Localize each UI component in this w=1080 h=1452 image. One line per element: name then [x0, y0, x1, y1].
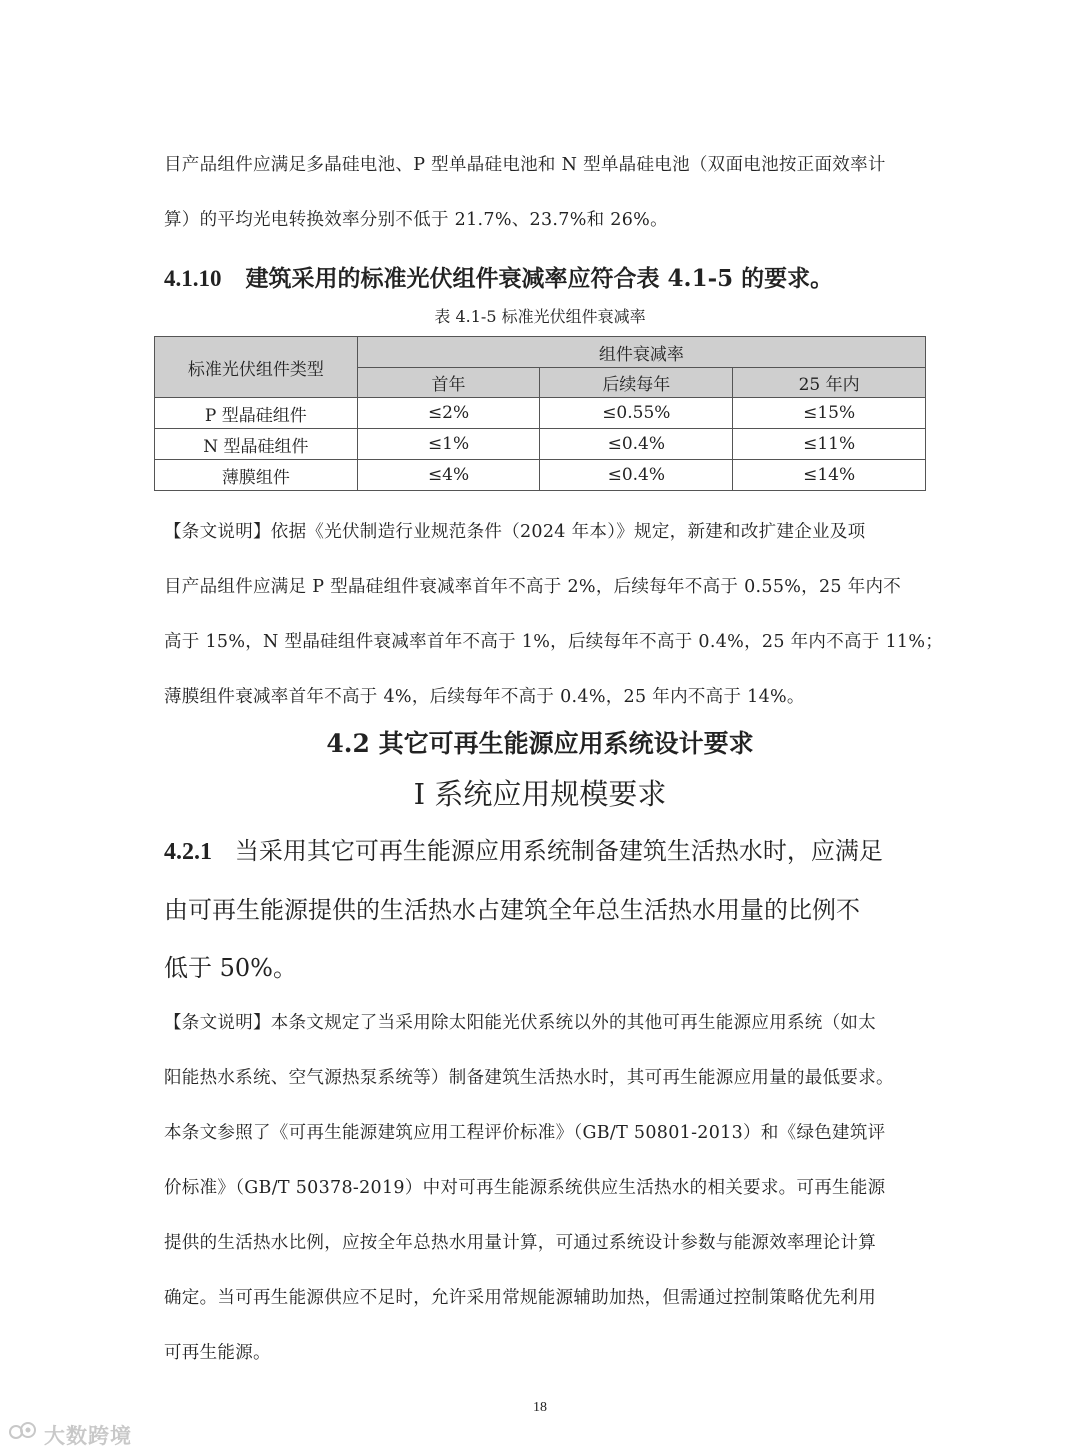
paragraph-line: 提供的生活热水比例，应按全年总热水用量计算，可通过系统设计参数与能源效率理论计算: [164, 1233, 876, 1253]
paragraph-line: 算）的平均光电转换效率分别不低于 21.7%、23.7%和 26%。: [164, 210, 668, 230]
clause-number: 4.2.1: [164, 839, 212, 865]
clause-text: 建筑采用的标准光伏组件衰减率应符合表 4.1-5 的要求。: [245, 265, 834, 292]
cell-25y: ≤11%: [733, 429, 926, 460]
watermark: [4, 1414, 154, 1450]
header-decay-rate: 组件衰减率: [357, 337, 925, 368]
page-number: 18: [533, 1400, 547, 1415]
paragraph-line: 可再生能源。: [164, 1343, 271, 1363]
watermark-text: 大数跨境: [44, 1424, 132, 1448]
cell-annual: ≤0.4%: [540, 460, 733, 491]
table-row: [155, 429, 926, 460]
subsection-heading: Ⅰ 系统应用规模要求: [413, 777, 667, 811]
paragraph-line: 阳能热水系统、空气源热泵系统等）制备建筑生活热水时，其可再生能源应用量的最低要求。: [164, 1068, 894, 1088]
cell-first: ≤1%: [357, 429, 540, 460]
clause-number: 4.1.10: [164, 266, 222, 291]
paragraph-line: 【条文说明】依据《光伏制造行业规范条件（2024 年本）》规定，新建和改扩建企业及项: [164, 522, 866, 542]
header-first-year: 首年: [357, 368, 540, 398]
explanation-4-2-1: [164, 996, 916, 1381]
clause-text: 低于 50%。: [164, 954, 297, 982]
clause-4-1-10: [164, 260, 924, 293]
clause-text: 由可再生能源提供的生活热水占建筑全年总生活热水用量的比例不: [164, 896, 860, 924]
paragraph-line: 高于 15%，N 型晶硅组件衰减率首年不高于 1%，后续每年不高于 0.4%，25 年内不高于 11%；: [164, 632, 944, 652]
watermark-logo-icon: [8, 1418, 38, 1444]
cell-type: 薄膜组件: [155, 460, 358, 491]
section-heading-4-2: 4.2 其它可再生能源应用系统设计要求: [326, 729, 754, 758]
explanation-4-1-10: [164, 505, 944, 725]
cell-annual: ≤0.55%: [540, 398, 733, 429]
header-module-type: 标准光伏组件类型: [155, 337, 358, 398]
intro-paragraph: [164, 138, 916, 248]
table-row: [155, 398, 926, 429]
cell-annual: ≤0.4%: [540, 429, 733, 460]
clause-4-2-1: [164, 822, 919, 997]
header-annual: 后续每年: [540, 368, 733, 398]
table-caption: 表 4.1-5 标准光伏组件衰减率: [434, 307, 646, 326]
paragraph-line: 确定。当可再生能源供应不足时，允许采用常规能源辅助加热，但需通过控制策略优先利用: [164, 1288, 876, 1308]
cell-type: N 型晶硅组件: [155, 429, 358, 460]
table-row: [155, 460, 926, 491]
paragraph-line: 目产品组件应满足 P 型晶硅组件衰减率首年不高于 2%，后续每年不高于 0.55%，25 年内不: [164, 577, 902, 597]
paragraph-line: 薄膜组件衰减率首年不高于 4%，后续每年不高于 0.4%，25 年内不高于 14%。: [164, 687, 805, 707]
cell-25y: ≤15%: [733, 398, 926, 429]
paragraph-line: 本条文参照了《可再生能源建筑应用工程评价标准》（GB/T 50801-2013）和《绿色建筑评: [164, 1123, 886, 1143]
decay-rate-table: [154, 336, 926, 491]
paragraph-line: 价标准》（GB/T 50378-2019）中对可再生能源系统供应生活热水的相关要求。可再生能源: [164, 1178, 886, 1198]
cell-type: P 型晶硅组件: [155, 398, 358, 429]
header-25-years: 25 年内: [733, 368, 926, 398]
cell-first: ≤4%: [357, 460, 540, 491]
cell-first: ≤2%: [357, 398, 540, 429]
cell-25y: ≤14%: [733, 460, 926, 491]
clause-text: 当采用其它可再生能源应用系统制备建筑生活热水时，应满足: [234, 837, 883, 865]
paragraph-line: 目产品组件应满足多晶硅电池、P 型单晶硅电池和 N 型单晶硅电池（双面电池按正面效率计: [164, 155, 886, 175]
paragraph-line: 【条文说明】本条文规定了当采用除太阳能光伏系统以外的其他可再生能源应用系统（如太: [164, 1013, 876, 1033]
